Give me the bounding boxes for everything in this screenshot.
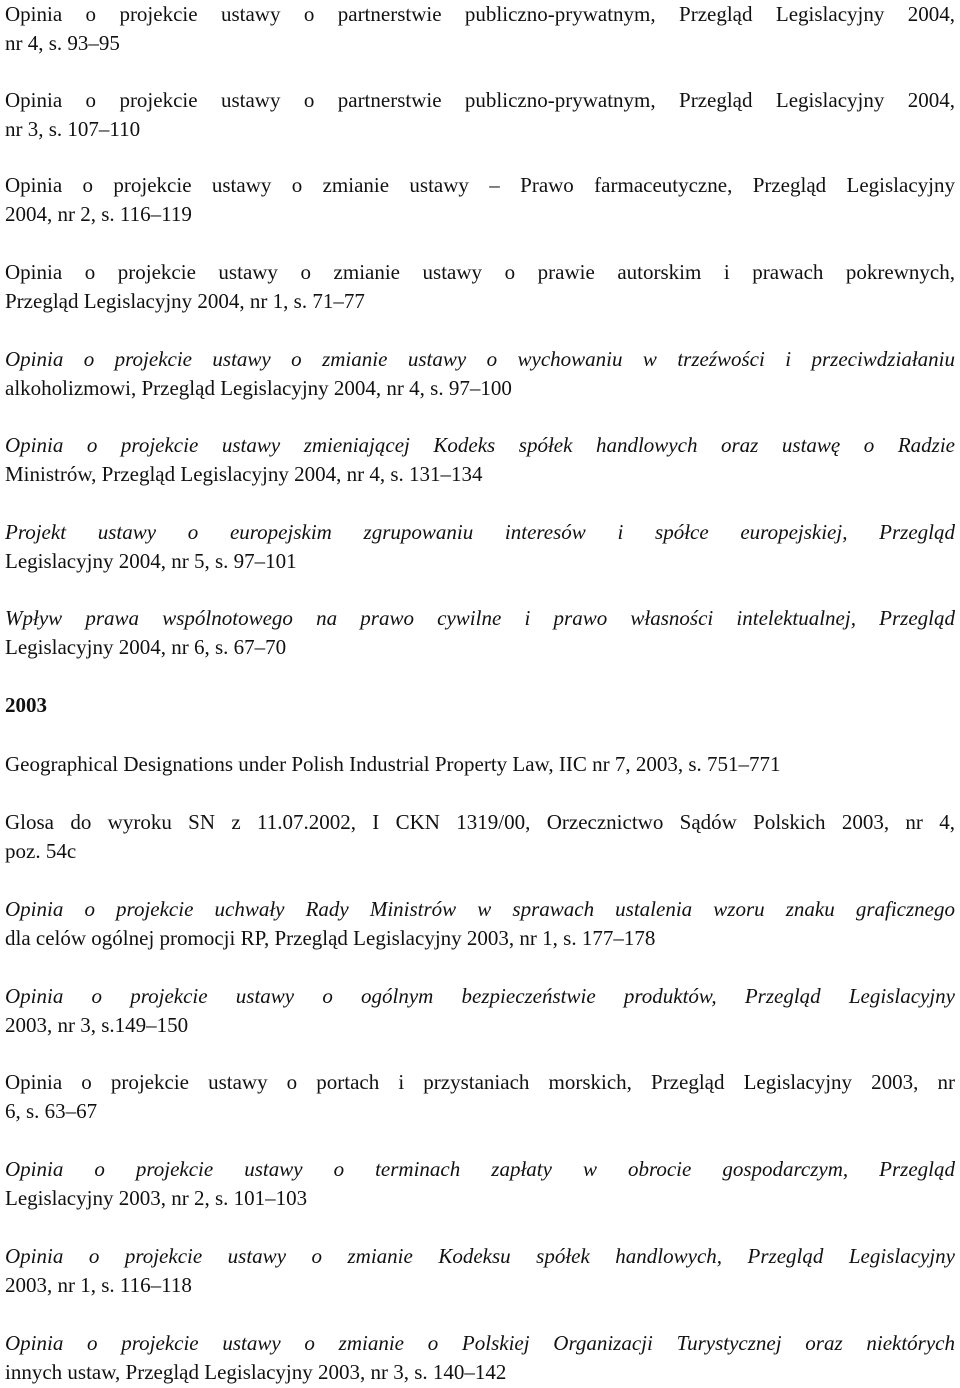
entry-title: Opinia o projekcie ustawy zmieniającej Kodeks spółek handlowych oraz ustawę o Radzie xyxy=(5,433,955,457)
entry-line: Opinia o projekcie ustawy o partnerstwie publiczno-prywatnym, Przegląd Legislacyjny 2004, xyxy=(5,88,955,112)
entry-line xyxy=(5,1242,955,1271)
entry-title: Opinia o projekcie uchwały Rady Ministrów w sprawach ustalenia wzoru znaku graficznego xyxy=(5,897,955,921)
entry-line: innych ustaw, Przegląd Legislacyjny 2003, nr 3, s. 140–142 xyxy=(5,1360,507,1384)
bibliography-entry xyxy=(5,982,955,1040)
entry-title: Wpływ prawa wspólnotowego na prawo cywilne i prawo własności intelektualnej, Przegląd xyxy=(5,606,955,630)
bibliography-entry xyxy=(5,604,955,662)
entry-title: Opinia o projekcie ustawy o zmianie ustawy o wychowaniu w trzeźwości i przeciwdziałaniu xyxy=(5,347,955,371)
entry-line: alkoholizmowi, Przegląd Legislacyjny 2004, nr 4, s. 97–100 xyxy=(5,376,512,400)
bibliography-entry xyxy=(5,1329,955,1387)
bibliography-entry xyxy=(5,1155,955,1213)
entry-line xyxy=(5,431,955,460)
entry-line xyxy=(5,1155,955,1184)
entry-line: Opinia o projekcie ustawy o partnerstwie publiczno-prywatnym, Przegląd Legislacyjny 2004, xyxy=(5,2,955,26)
bibliography-entry xyxy=(5,895,955,953)
bibliography-entry xyxy=(5,86,955,144)
bibliography-entry xyxy=(5,0,955,58)
entry-line: Ministrów, Przegląd Legislacyjny 2004, nr 4, s. 131–134 xyxy=(5,462,483,486)
entry-line: Legislacyjny 2004, nr 5, s. 97–101 xyxy=(5,549,297,573)
entry-line xyxy=(5,982,955,1011)
entry-line xyxy=(5,895,955,924)
entry-line: poz. 54c xyxy=(5,839,77,863)
bibliography-entry xyxy=(5,1242,955,1300)
entry-line: Opinia o projekcie ustawy o zmianie ustawy – Prawo farmaceutyczne, Przegląd Legislacyjny xyxy=(5,173,955,197)
entry-title: Projekt ustawy o europejskim zgrupowaniu interesów i spółce europejskiej, Przegląd xyxy=(5,520,955,544)
entry-line: Przegląd Legislacyjny 2004, nr 1, s. 71–77 xyxy=(5,289,365,313)
entry-line: dla celów ogólnej promocji RP, Przegląd Legislacyjny 2003, nr 1, s. 177–178 xyxy=(5,926,656,950)
entry-line: 6, s. 63–67 xyxy=(5,1099,98,1123)
entry-title: Opinia o projekcie ustawy o ogólnym bezpieczeństwie produktów, Przegląd Legislacyjny xyxy=(5,984,955,1008)
entry-line: 2003, nr 1, s. 116–118 xyxy=(5,1273,192,1297)
entry-title: Opinia o projekcie ustawy o terminach zapłaty w obrocie gospodarczym, Przegląd xyxy=(5,1157,955,1181)
entry-line: 2003, nr 3, s.149–150 xyxy=(5,1013,189,1037)
bibliography-entry xyxy=(5,518,955,576)
entry-title: Opinia o projekcie ustawy o zmianie o Polskiej Organizacji Turystycznej oraz niektórych xyxy=(5,1331,955,1355)
bibliography-entry xyxy=(5,1068,955,1126)
entry-title: Opinia o projekcie ustawy o zmianie Kodeksu spółek handlowych, Przegląd Legislacyjny xyxy=(5,1244,955,1268)
entry-line xyxy=(5,604,955,633)
entry-line: Legislacyjny 2004, nr 6, s. 67–70 xyxy=(5,635,287,659)
entry-line xyxy=(5,345,955,374)
entry-line: Opinia o projekcie ustawy o zmianie ustawy o prawie autorskim i prawach pokrewnych, xyxy=(5,260,955,284)
bibliography-entry xyxy=(5,808,955,866)
entry-line xyxy=(5,1329,955,1358)
entry-line: 2004, nr 2, s. 116–119 xyxy=(5,202,192,226)
entry-line: nr 4, s. 93–95 xyxy=(5,31,120,55)
entry-line: Legislacyjny 2003, nr 2, s. 101–103 xyxy=(5,1186,308,1210)
entry-line xyxy=(5,518,955,547)
bibliography-entry xyxy=(5,345,955,403)
bibliography-entry xyxy=(5,431,955,489)
bibliography-entry xyxy=(5,258,955,316)
entry-line: nr 3, s. 107–110 xyxy=(5,117,141,141)
bibliography-entry xyxy=(5,171,955,229)
bibliography-entry xyxy=(5,750,955,779)
entry-line: Geographical Designations under Polish Industrial Property Law, IIC nr 7, 2003, s. 751–771 xyxy=(5,752,781,776)
entry-line: Glosa do wyroku SN z 11.07.2002, I CKN 1319/00, Orzecznictwo Sądów Polskich 2003, nr 4, xyxy=(5,810,955,834)
year-heading: 2003 xyxy=(5,693,47,717)
entry-line: Opinia o projekcie ustawy o portach i przystaniach morskich, Przegląd Legislacyjny 2003, nr xyxy=(5,1070,955,1094)
